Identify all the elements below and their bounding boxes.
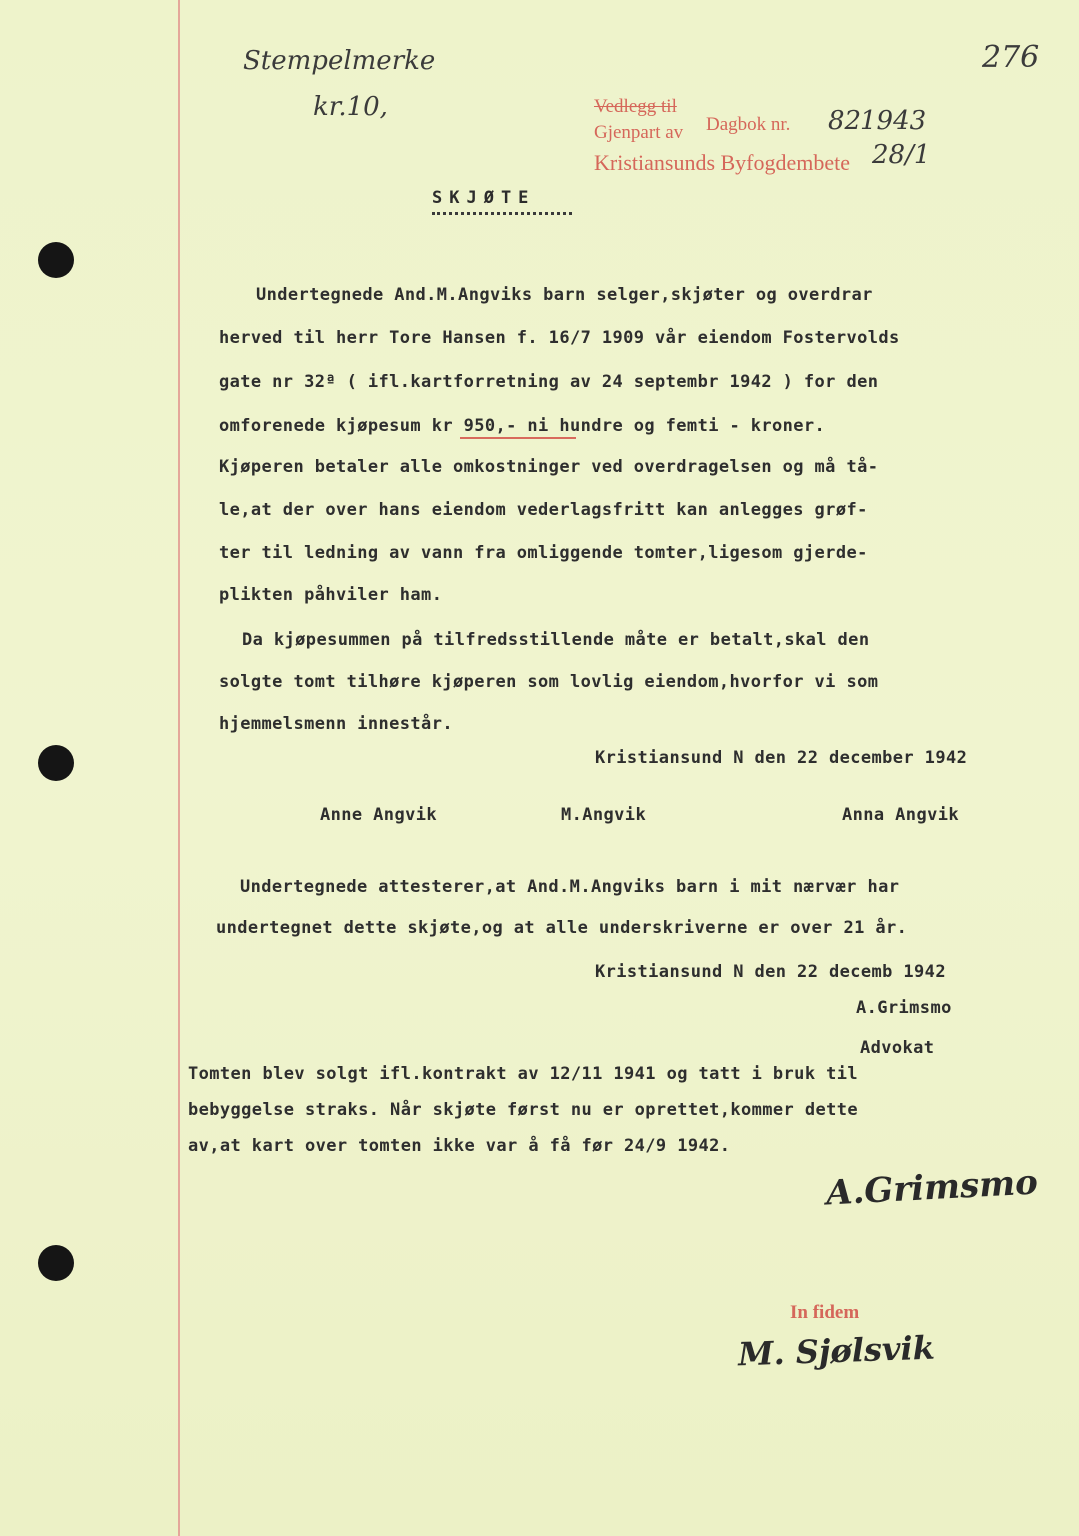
vedlegg-label: Vedlegg til [594,96,677,117]
body-line: gate nr 32ª ( ifl.kartforretning av 24 septembr 1942 ) for den [219,372,879,392]
document-title: SKJØTE [432,188,536,208]
body-line: solgte tomt tilhøre kjøperen som lovlig eiendom,hvorfor vi som [219,672,879,692]
signatory: M.Angvik [561,805,647,825]
date-line-2: Kristiansund N den 22 decemb 1942 [595,962,946,982]
body-line: omforenede kjøpesum kr 950,- ni hundre og femti - kroner. [219,416,826,436]
date-line-1: Kristiansund N den 22 december 1942 [595,748,968,768]
body-line: hjemmelsmenn innestår. [219,714,453,734]
office-suffix: 28/1 [872,140,931,170]
body-line: herved til herr Tore Hansen f. 16/7 1909 vår eiendom Fostervolds [219,328,900,348]
body-line: plikten påhviler ham. [219,585,443,605]
margin-line [178,0,180,1536]
page-number: 276 [982,40,1040,75]
attest-line: Undertegnede attesterer,at And.M.Angviks barn i mit nærvær har [240,877,900,897]
signature-clerk: M. Sjølsvik [737,1328,936,1374]
punch-hole-bottom [38,1245,74,1281]
stamp-note: Stempelmerke [243,46,436,76]
note-line: av,at kart over tomten ikke var å få før 24/9 1942. [188,1136,731,1156]
body-line: Undertegnede And.M.Angviks barn selger,skjøter og overdrar [256,285,873,305]
punch-hole-middle [38,745,74,781]
note-line: Tomten blev solgt ifl.kontrakt av 12/11 1941 og tatt i bruk til [188,1064,858,1084]
dagbok-number: 82 [828,106,862,136]
dagbok-label: Dagbok nr. [706,114,791,135]
attest-line: undertegnet dette skjøte,og at alle underskriverne er over 21 år. [216,918,908,938]
title-underline [432,212,572,215]
signature-grimsmo: A.Grimsmo [825,1162,1039,1214]
price-underline [460,437,576,439]
in-fidem-stamp: In fidem [790,1302,860,1323]
body-line: Da kjøpesummen på tilfredsstillende måte er betalt,skal den [242,630,870,650]
gjenpart-label: Gjenpart av [594,122,684,143]
body-line: Kjøperen betaler alle omkostninger ved overdragelsen og må tå- [219,457,879,477]
attestor-title: Advokat [860,1038,935,1058]
signatory: Anne Angvik [320,805,437,825]
punch-hole-top [38,242,74,278]
dagbok-year: 1943 [860,106,927,136]
note-line: bebyggelse straks. Når skjøte først nu er oprettet,kommer dette [188,1100,858,1120]
stamp-amount: kr.10, [313,92,388,122]
attestor-name: A.Grimsmo [856,998,952,1018]
body-line: ter til ledning av vann fra omliggende tomter,ligesom gjerde- [219,543,868,563]
body-line: le,at der over hans eiendom vederlagsfritt kan anlegges grøf- [219,500,868,520]
signatory: Anna Angvik [842,805,959,825]
office-name: Kristiansunds Byfogdembete [594,150,851,175]
